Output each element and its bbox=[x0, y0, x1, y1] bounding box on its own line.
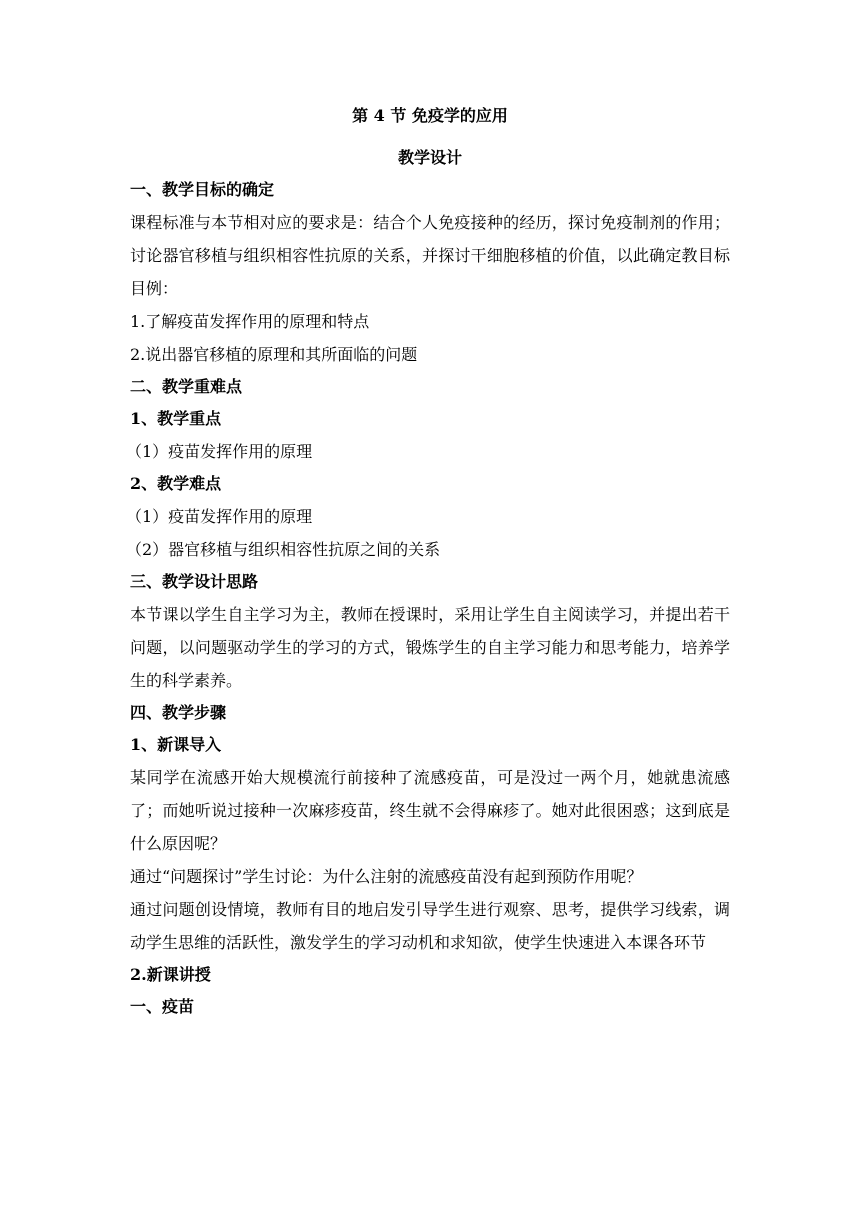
difficulty-item-2: （2）器官移植与组织相容性抗原之间的关系 bbox=[126, 540, 441, 559]
subheading-vaccine: 一、疫苗 bbox=[130, 997, 195, 1016]
subheading-introduction: 1、新课导入 bbox=[130, 735, 222, 754]
objective-item-1: 1.了解疫苗发挥作用的原理和特点 bbox=[130, 312, 370, 331]
subheading-focus: 1、教学重点 bbox=[130, 409, 222, 428]
introduction-paragraph-2: 通过“问题探讨”学生讨论：为什么注射的流感疫苗没有起到预防作用呢？ bbox=[130, 867, 643, 886]
document-title: 第 4 节 免疫学的应用 bbox=[352, 106, 508, 125]
subheading-new-lesson: 2.新课讲授 bbox=[130, 965, 211, 984]
introduction-paragraph-1: 某同学在流感开始大规模流行前接种了流感疫苗，可是没过一两个月，她就患流感了；而她听说过接种一次麻疹疫苗，终生就不会得麻疹了。她对此很困惑；这到底是什么原因呢？ bbox=[130, 768, 730, 853]
introduction-paragraph-3: 通过问题创设情境，教师有目的地启发引导学生进行观察、思考，提供学习线索，调动学生思维的活跃性，激发学生的学习动机和求知欲，使学生快速进入本课各环节 bbox=[130, 900, 730, 952]
difficulty-item-1: （1）疫苗发挥作用的原理 bbox=[126, 507, 313, 526]
objective-item-2: 2.说出器官移植的原理和其所面临的问题 bbox=[130, 345, 418, 364]
section-heading-key-points: 二、教学重难点 bbox=[130, 377, 243, 396]
design-idea-paragraph: 本节课以学生自主学习为主，教师在授课时，采用让学生自主阅读学习，并提出若干问题，以问题驱动学生的学习的方式，锻炼学生的自主学习能力和思考能力，培养学生的科学素养。 bbox=[130, 605, 730, 690]
section-heading-objectives: 一、教学目标的确定 bbox=[130, 180, 275, 199]
section-heading-design-idea: 三、教学设计思路 bbox=[130, 572, 259, 591]
document-subtitle: 教学设计 bbox=[397, 148, 462, 167]
objectives-paragraph: 课程标准与本节相对应的要求是：结合个人免疫接种的经历，探讨免疫制剂的作用；讨论器官移植与组织相容性抗原的关系，并探讨干细胞移植的价值，以此确定教目标目例： bbox=[130, 213, 730, 298]
document-content bbox=[126, 100, 730, 1023]
focus-item-1: （1）疫苗发挥作用的原理 bbox=[126, 442, 313, 461]
section-heading-steps: 四、教学步骤 bbox=[130, 703, 227, 722]
subheading-difficulty: 2、教学难点 bbox=[130, 474, 222, 493]
